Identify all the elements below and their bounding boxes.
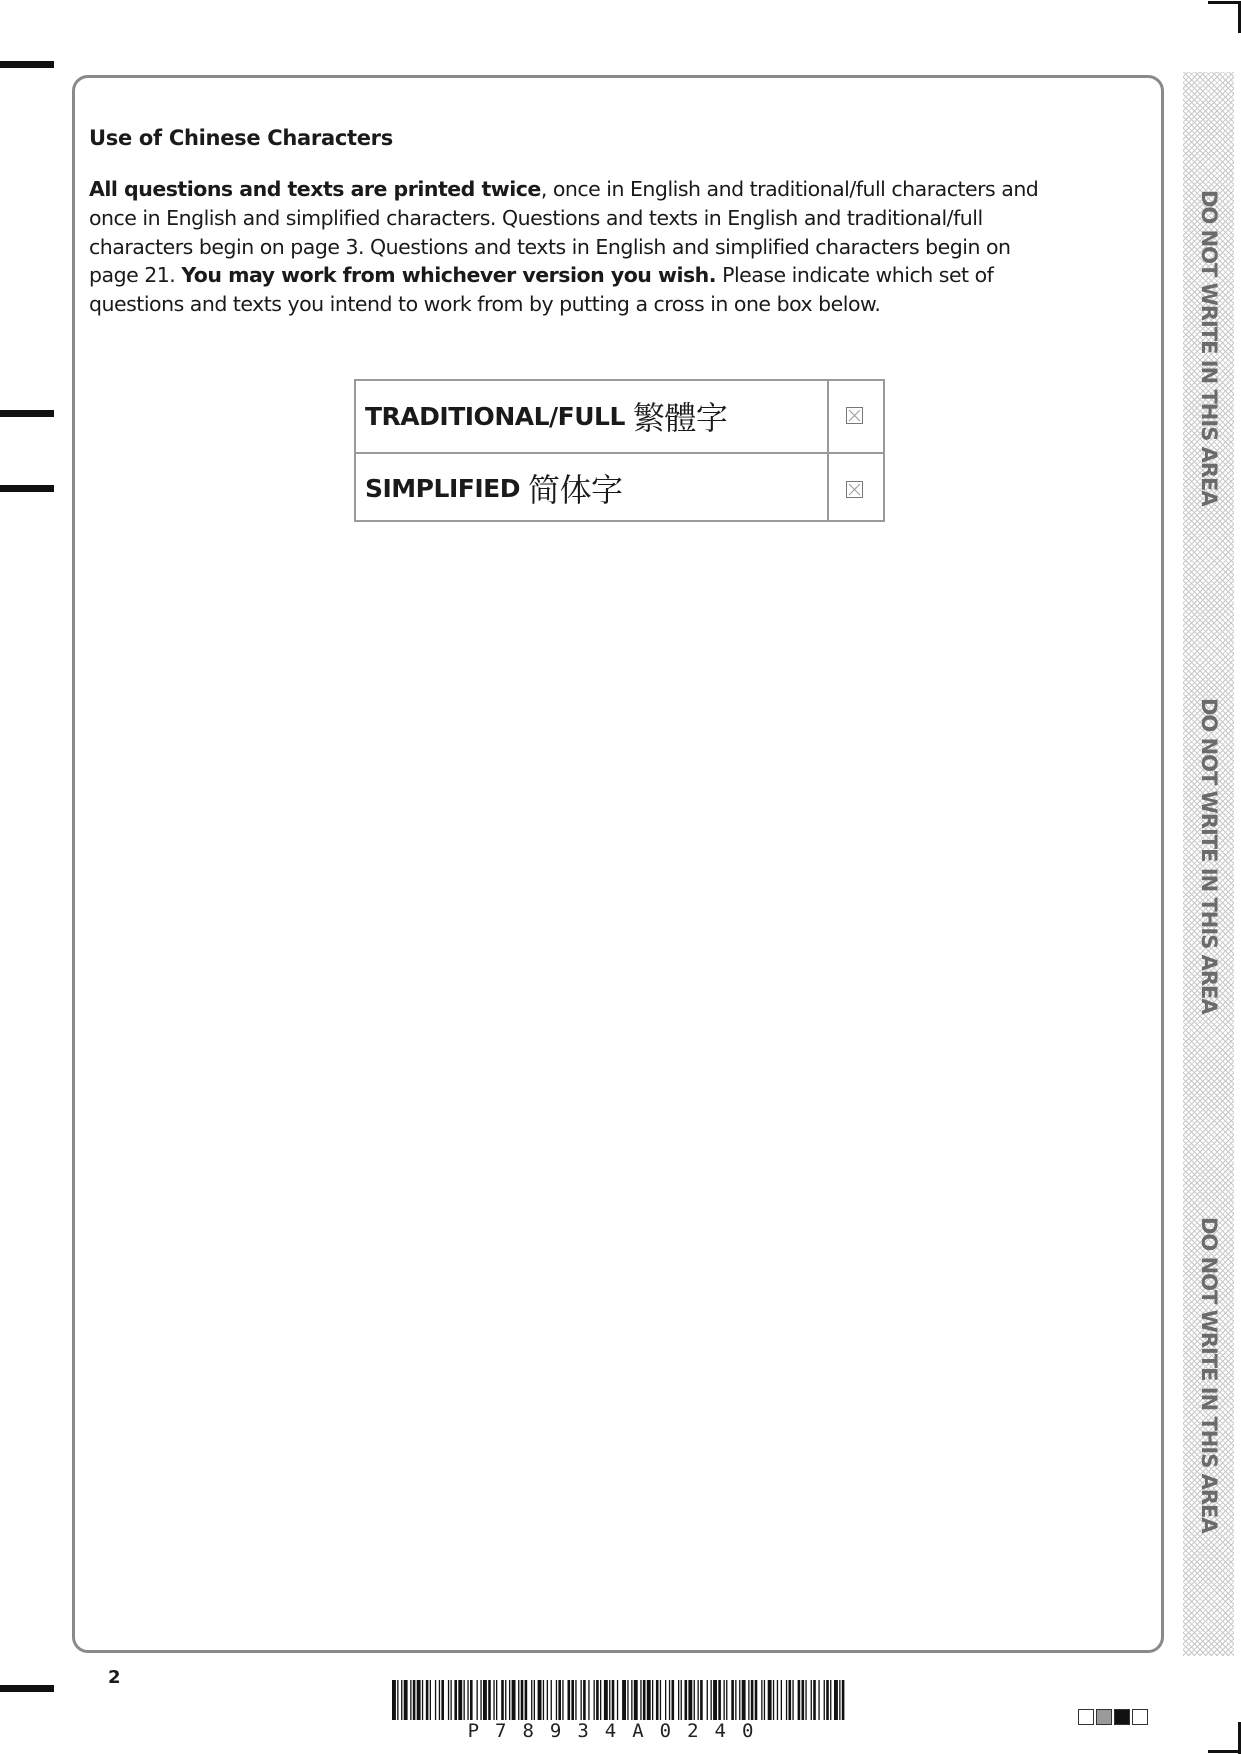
- option-label-english: TRADITIONAL/FULL: [365, 401, 625, 431]
- barcode-bar: [813, 1680, 816, 1720]
- barcode-bar: [660, 1680, 661, 1720]
- barcode-bar: [786, 1680, 787, 1720]
- barcode-bar: [643, 1680, 646, 1720]
- barcode-bar: [792, 1680, 793, 1720]
- cross-icon: [847, 482, 862, 497]
- barcode-bar: [665, 1680, 666, 1720]
- barcode-bar: [818, 1680, 819, 1720]
- barcode-bar: [401, 1680, 402, 1720]
- barcode-bar: [742, 1680, 746, 1720]
- barcode-bar: [467, 1680, 468, 1720]
- barcode-bar: [707, 1680, 708, 1720]
- page-number: 2: [108, 1667, 121, 1688]
- barcode-bar: [505, 1680, 506, 1720]
- option-label: [365, 454, 622, 522]
- barcode-bar: [647, 1680, 651, 1720]
- instructions-text: , once in English and traditional/full characters and once in English and simplified characters. Questions and texts in English and traditional/full characters begin on page 3. Questions and texts in English and simplified characters begin on page 21.: [89, 177, 1039, 288]
- barcode-bar: [588, 1680, 589, 1720]
- barcode-bar: [755, 1680, 758, 1720]
- barcode-bar: [698, 1680, 699, 1720]
- barcode-bar: [726, 1680, 727, 1720]
- barcode-bar: [672, 1680, 675, 1720]
- barcode-bar: [404, 1680, 408, 1720]
- instructions-text: Please indicate which set of questions and texts you intend to work from by putting a cross in one box below.: [89, 263, 994, 317]
- barcode-bar: [640, 1680, 641, 1720]
- barcode-bar: [430, 1680, 431, 1720]
- barcode-bar: [773, 1680, 774, 1720]
- barcode-bar: [558, 1680, 561, 1720]
- barcode-bar: [761, 1680, 762, 1720]
- barcode-bar: [531, 1680, 532, 1720]
- barcode-bar: [441, 1680, 444, 1720]
- side-warning-text: DO NOT WRITE IN THIS AREA: [1197, 698, 1221, 1014]
- barcode-bar: [681, 1680, 682, 1720]
- barcode-bar: [477, 1680, 478, 1720]
- barcode-bar: [781, 1680, 782, 1720]
- side-warning-text: DO NOT WRITE IN THIS AREA: [1197, 1217, 1221, 1533]
- barcode-bar: [751, 1680, 754, 1720]
- barcode-bar: [678, 1680, 679, 1720]
- barcode-bar: [735, 1680, 736, 1720]
- barcode-bar: [811, 1680, 812, 1720]
- option-label: [365, 381, 727, 451]
- option-label-chinese: 简体字: [527, 471, 623, 509]
- barcode-bar: [694, 1680, 695, 1720]
- barcode-bar: [789, 1680, 792, 1720]
- barcode-bar: [448, 1680, 449, 1720]
- barcode-bar: [834, 1680, 838, 1720]
- barcode-bar: [839, 1680, 840, 1720]
- crop-mark: [1208, 1, 1241, 4]
- barcode-bar: [518, 1680, 519, 1720]
- barcode-bar: [525, 1680, 528, 1720]
- barcode-bar: [594, 1680, 595, 1720]
- barcode-bar: [496, 1680, 497, 1720]
- barcode-bar: [609, 1680, 610, 1720]
- registration-mark: [0, 1685, 54, 1692]
- barcode-bar: [826, 1680, 829, 1720]
- instructions-bold-intro: All questions and texts are printed twice: [89, 177, 541, 201]
- barcode-bar: [777, 1680, 778, 1720]
- barcode-bar: [700, 1680, 703, 1720]
- barcode-bar: [543, 1680, 544, 1720]
- barcode-bar: [802, 1680, 805, 1720]
- barcode-bar: [652, 1680, 653, 1720]
- barcode-bar: [748, 1680, 749, 1720]
- barcode-bar: [521, 1680, 524, 1720]
- barcode-bar: [842, 1680, 845, 1720]
- barcode-bar: [575, 1680, 576, 1720]
- barcode-bar: [824, 1680, 825, 1720]
- simplified-checkbox[interactable]: [846, 481, 863, 498]
- barcode-bar: [413, 1680, 416, 1720]
- barcode-bar: [501, 1680, 504, 1720]
- barcode-bar: [634, 1680, 638, 1720]
- barcode-bar: [724, 1680, 725, 1720]
- instructions-bold-mid: You may work from whichever version you wish.: [181, 263, 717, 288]
- option-label-chinese: 繁體字: [632, 399, 728, 437]
- registration-mark: [0, 485, 54, 492]
- instructions-paragraph: [89, 175, 1049, 319]
- barcode-bar: [830, 1680, 831, 1720]
- barcode-bar: [464, 1680, 465, 1720]
- barcode-bar: [568, 1680, 571, 1720]
- barcode-bar: [417, 1680, 421, 1720]
- color-box: [1114, 1709, 1130, 1725]
- barcode-bar: [617, 1680, 618, 1720]
- barcode-bar: [538, 1680, 542, 1720]
- barcode-bar: [581, 1680, 582, 1720]
- version-choice-table: [354, 379, 885, 522]
- barcode-bar: [534, 1680, 535, 1720]
- barcode-bar: [713, 1680, 717, 1720]
- barcode-bar: [656, 1680, 659, 1720]
- barcode-bar: [604, 1680, 608, 1720]
- print-color-boxes: [1078, 1709, 1148, 1725]
- crop-mark: [1208, 1750, 1241, 1753]
- barcode-bar: [562, 1680, 563, 1720]
- barcode-bar: [798, 1680, 801, 1720]
- color-box: [1132, 1709, 1148, 1725]
- barcode-bar: [612, 1680, 615, 1720]
- barcode-bar: [627, 1680, 628, 1720]
- barcode-bar: [488, 1680, 491, 1720]
- barcode-bar: [512, 1680, 516, 1720]
- color-box: [1096, 1709, 1112, 1725]
- barcode-bar: [454, 1680, 457, 1720]
- barcode-bar: [685, 1680, 688, 1720]
- barcode-bar: [493, 1680, 494, 1720]
- barcode-bar: [397, 1680, 398, 1720]
- barcode-bar: [583, 1680, 586, 1720]
- barcode-bar: [718, 1680, 721, 1720]
- barcode-bar: [439, 1680, 440, 1720]
- barcode-bar: [392, 1680, 396, 1720]
- barcode-bar: [711, 1680, 712, 1720]
- barcode: [392, 1680, 845, 1720]
- barcode-bar: [688, 1680, 692, 1720]
- barcode-bar: [805, 1680, 806, 1720]
- barcode-text: P78934A0240: [467, 1720, 770, 1742]
- barcode-bar: [470, 1680, 473, 1720]
- barcode-bar: [631, 1680, 632, 1720]
- color-box: [1078, 1709, 1094, 1725]
- cross-icon: [847, 408, 862, 423]
- traditional-checkbox[interactable]: [846, 407, 863, 424]
- registration-mark: [0, 61, 54, 68]
- barcode-bar: [731, 1680, 734, 1720]
- barcode-bar: [547, 1680, 548, 1720]
- side-warning-text: DO NOT WRITE IN THIS AREA: [1197, 190, 1221, 506]
- barcode-bar: [551, 1680, 552, 1720]
- barcode-bar: [571, 1680, 574, 1720]
- barcode-bar: [451, 1680, 452, 1720]
- option-label-english: SIMPLIFIED: [365, 473, 520, 503]
- barcode-bar: [422, 1680, 423, 1720]
- barcode-bar: [622, 1680, 626, 1720]
- barcode-bar: [556, 1680, 557, 1720]
- option-row-simplified: [356, 452, 883, 522]
- barcode-bar: [483, 1680, 487, 1720]
- barcode-bar: [600, 1680, 601, 1720]
- barcode-bar: [480, 1680, 481, 1720]
- barcode-bar: [435, 1680, 436, 1720]
- barcode-bar: [739, 1680, 740, 1720]
- option-row-traditional: [356, 381, 883, 451]
- barcode-bar: [764, 1680, 765, 1720]
- barcode-bar: [768, 1680, 772, 1720]
- barcode-bar: [669, 1680, 670, 1720]
- barcode-bar: [410, 1680, 411, 1720]
- barcode-bar: [596, 1680, 599, 1720]
- barcode-bar: [509, 1680, 510, 1720]
- section-heading: Use of Chinese Characters: [89, 126, 393, 150]
- barcode-bar: [426, 1680, 429, 1720]
- barcode-bar: [458, 1680, 462, 1720]
- registration-mark: [0, 410, 54, 417]
